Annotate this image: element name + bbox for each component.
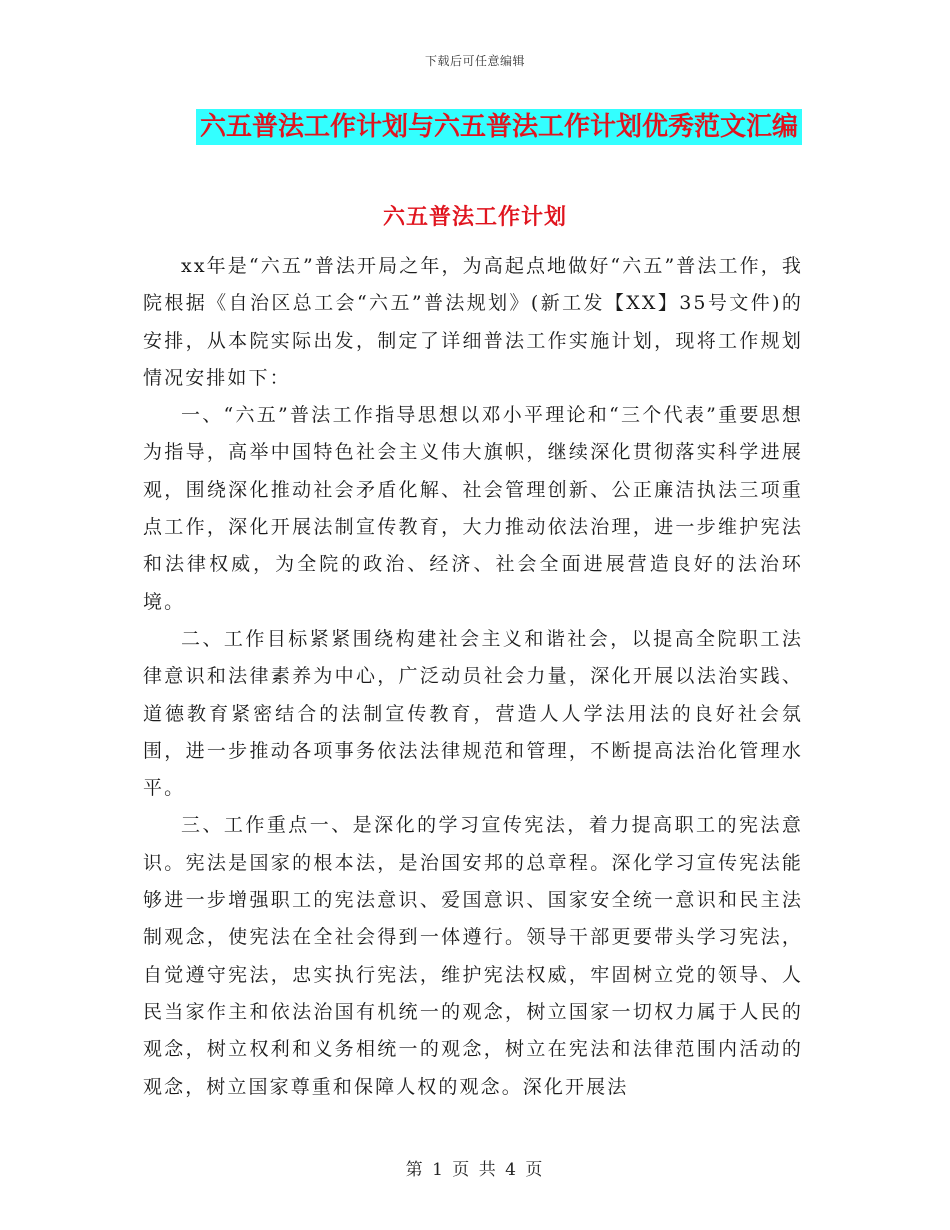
page-number-footer: 第 1 页 共 4 页 xyxy=(405,1160,545,1180)
section-title: 六五普法工作计划 xyxy=(382,205,567,230)
paragraph-intro: xx年是“六五”普法开局之年，为高起点地做好“六五”普法工作，我院根据《自治区总工会“六五”普法规划》(新工发【XX】35号文件)的安排，从本院实际出发，制定了详细普法工作实施计划，现将工作规划情况安排如下： xyxy=(143,255,803,389)
document-body xyxy=(143,248,803,1106)
paragraph-guiding-ideology: 一、“六五”普法工作指导思想以邓小平理论和“三个代表”重要思想为指导，高举中国特色社会主义伟大旗帜，继续深化贯彻落实科学进展观，围绕深化推动社会矛盾化解、社会管理创新、公正廉洁执法三项重点工作，深化开展法制宣传教育，大力推动依法治理，进一步维护宪法和法律权威，为全院的政治、经济、社会全面进展营造良好的法治环境。 xyxy=(143,404,803,613)
page-header-note: 下载后可任意编辑 xyxy=(424,54,525,68)
document-title: 六五普法工作计划与六五普法工作计划优秀范文汇编 xyxy=(196,109,802,145)
paragraph-work-goals: 二、工作目标紧紧围绕构建社会主义和谐社会，以提高全院职工法律意识和法律素养为中心，广泛动员社会力量，深化开展以法治实践、道德教育紧密结合的法制宣传教育，营造人人学法用法的良好社会氛围，进一步推动各项事务依法法律规范和管理，不断提高法治化管理水平。 xyxy=(143,627,803,800)
paragraph-work-focus: 三、工作重点一、是深化的学习宣传宪法，着力提高职工的宪法意识。宪法是国家的根本法，是治国安邦的总章程。深化学习宣传宪法能够进一步增强职工的宪法意识、爱国意识、国家安全统一意识和民主法制观念，使宪法在全社会得到一体遵行。领导干部更要带头学习宪法，自觉遵守宪法，忠实执行宪法，维护宪法权威，牢固树立党的领导、人民当家作主和依法治国有机统一的观念，树立国家一切权力属于人民的观念，树立权利和义务相统一的观念，树立在宪法和法律范围内活动的观念，树立国家尊重和保障人权的观念。深化开展法 xyxy=(143,814,803,1098)
